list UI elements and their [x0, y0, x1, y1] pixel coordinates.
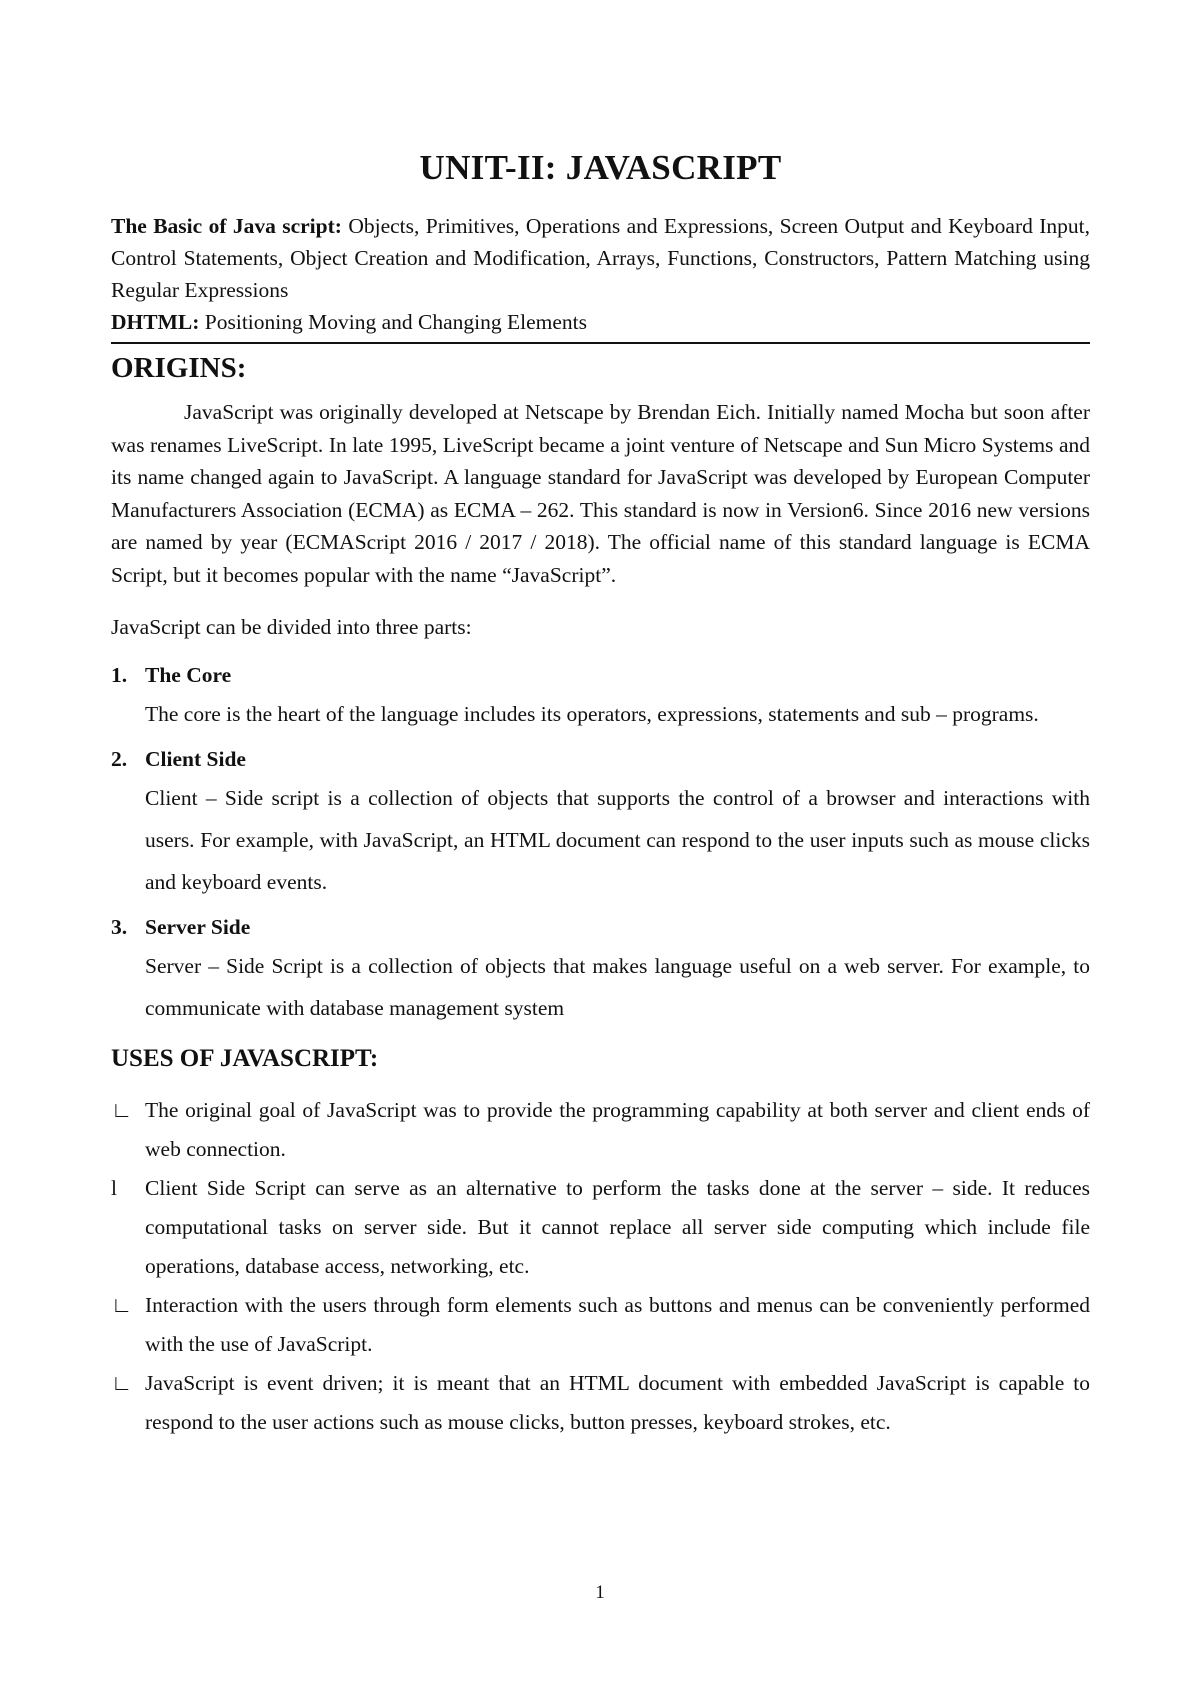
- origins-paragraph: JavaScript was originally developed at Netscape by Brendan Eich. Initially named Mocha but soon after was renames LiveScript. In late 1995, LiveScript became a joint venture of Netscape and Sun Micro Systems and its name changed again to JavaScript. A language standard for JavaScript was developed by European Computer Manufacturers Association (ECMA) as ECMA – 262. This standard is now in Version6. Since 2016 new versions are named by year (ECMAScript 2016 / 2017 / 2018). The official name of this standard language is ECMA Script, but it becomes popular with the name “JavaScript”.: [111, 400, 1090, 587]
- syllabus-basic: [111, 210, 1090, 306]
- use-text: Interaction with the users through form elements such as buttons and menus can be conveniently performed with the use of JavaScript.: [145, 1293, 1090, 1356]
- syllabus-block: [111, 210, 1090, 338]
- syllabus-basic-text: Objects, Primitives, Operations and Expressions, Screen Output and Keyboard Input, Control Statements, Object Creation and Modification, Arrays, Functions, Constructors, Pattern Matching using Regular Expressions: [111, 214, 1090, 302]
- section-divider: [111, 342, 1090, 344]
- use-text: JavaScript is event driven; it is meant that an HTML document with embedded JavaScript is capable to respond to the user actions such as mouse clicks, button presses, keyboard strokes, etc.: [145, 1371, 1090, 1434]
- list-item: [111, 911, 1090, 1029]
- parts-list: [111, 659, 1090, 1029]
- part-heading: Server Side: [145, 915, 251, 939]
- list-item: [111, 1091, 1090, 1169]
- list-item: [111, 1169, 1090, 1286]
- use-text: Client Side Script can serve as an alternative to perform the tasks done at the server – side. It reduces computational tasks on server side. But it cannot replace all server side computing which include file operations, database access, networking, etc.: [145, 1176, 1090, 1278]
- bullet-icon: ∟: [111, 1371, 133, 1395]
- use-text: The original goal of JavaScript was to provide the programming capability at both server and client ends of web connection.: [145, 1098, 1090, 1161]
- syllabus-dhtml-text: Positioning Moving and Changing Elements: [199, 310, 587, 334]
- bullet-icon: ∟: [111, 1293, 133, 1317]
- part-number: 1.: [111, 663, 128, 687]
- list-item: [111, 1364, 1090, 1442]
- origins-heading: ORIGINS:: [111, 352, 247, 384]
- bullet-icon: ∟: [111, 1098, 133, 1122]
- uses-list: [111, 1091, 1090, 1442]
- list-item: [111, 743, 1090, 903]
- part-body: Client – Side script is a collection of objects that supports the control of a browser and interactions with users. For example, with JavaScript, an HTML document can respond to the user inputs such as mouse clicks and keyboard events.: [145, 786, 1090, 894]
- list-item: [111, 1286, 1090, 1364]
- part-number: 2.: [111, 747, 128, 771]
- bullet-icon: l: [111, 1176, 117, 1200]
- syllabus-dhtml-label: DHTML:: [111, 310, 200, 334]
- part-heading: The Core: [145, 663, 232, 687]
- page-title: UNIT-II: JAVASCRIPT: [419, 148, 782, 187]
- part-body: Server – Side Script is a collection of objects that makes language useful on a web server. For example, to communicate with database management system: [145, 954, 1090, 1020]
- part-number: 3.: [111, 915, 128, 939]
- part-heading: Client Side: [145, 747, 246, 771]
- syllabus-dhtml: [111, 306, 1090, 338]
- list-item: [111, 659, 1090, 735]
- parts-intro: JavaScript can be divided into three parts:: [111, 615, 472, 639]
- page-number: 1: [595, 1582, 605, 1603]
- uses-heading: USES OF JAVASCRIPT:: [111, 1045, 379, 1072]
- syllabus-basic-label: The Basic of Java script:: [111, 214, 342, 238]
- part-body: The core is the heart of the language includes its operators, expressions, statements and sub – programs.: [145, 702, 1039, 726]
